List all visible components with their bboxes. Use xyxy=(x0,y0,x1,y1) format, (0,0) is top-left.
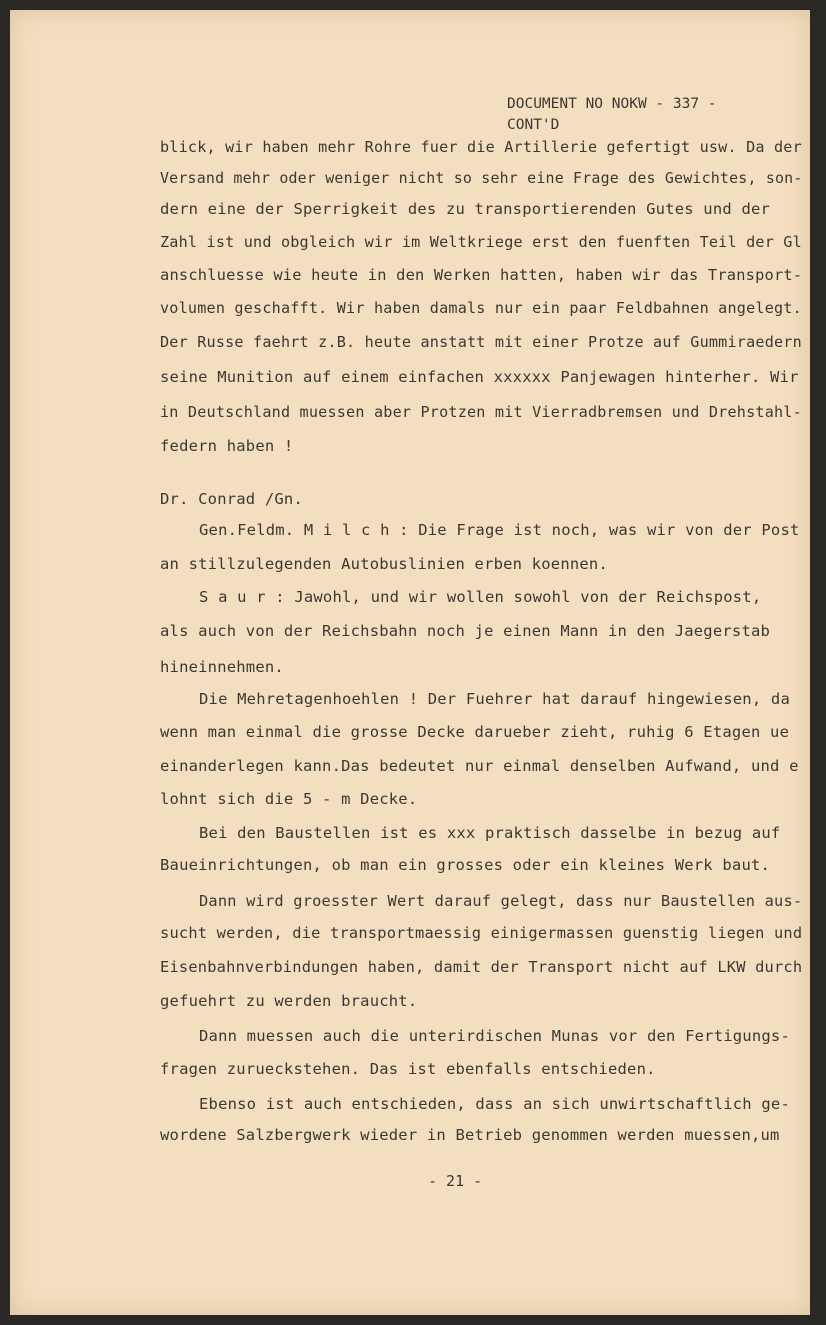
text-line: Bei den Baustellen ist es xxx praktisch dasselbe in bezug auf xyxy=(199,824,781,842)
text-line: anschluesse wie heute in den Werken hatten, haben wir das Transport- xyxy=(160,266,803,284)
document-number: DOCUMENT NO NOKW - 337 - xyxy=(507,96,717,112)
page-number: - 21 - xyxy=(428,1172,483,1190)
text-line: Der Russe faehrt z.B. heute anstatt mit einer Protze auf Gummiraedern xyxy=(160,333,802,351)
text-line: dern eine der Sperrigkeit des zu transportierenden Gutes und der xyxy=(160,200,771,218)
document-page xyxy=(10,10,810,1315)
text-line: Ebenso ist auch entschieden, dass an sich unwirtschaftlich ge- xyxy=(199,1095,790,1113)
text-line: einanderlegen kann.Das bedeutet nur einmal denselben Aufwand, und e xyxy=(160,757,799,775)
text-line: wordene Salzbergwerk wieder in Betrieb genommen werden muessen,um xyxy=(160,1126,780,1144)
text-line: fragen zurueckstehen. Das ist ebenfalls entschieden. xyxy=(160,1060,656,1078)
document-header xyxy=(507,94,717,136)
text-line: volumen geschafft. Wir haben damals nur ein paar Feldbahnen angelegt. xyxy=(160,299,802,317)
text-line: Baueinrichtungen, ob man ein grosses oder ein kleines Werk baut. xyxy=(160,856,771,874)
text-line: Dann muessen auch die unterirdischen Munas vor den Fertigungs- xyxy=(199,1027,790,1045)
text-line: S a u r : Jawohl, und wir wollen sowohl von der Reichspost, xyxy=(199,588,762,606)
text-line: Dann wird groesster Wert darauf gelegt, dass nur Baustellen aus- xyxy=(199,892,803,910)
text-line: federn haben ! xyxy=(160,437,294,455)
text-line: Gen.Feldm. M i l c h : Die Frage ist noch, was wir von der Post xyxy=(199,521,800,539)
text-line: Die Mehretagenhoehlen ! Der Fuehrer hat darauf hingewiesen, da xyxy=(199,690,790,708)
text-line: lohnt sich die 5 - m Decke. xyxy=(160,790,418,808)
text-line: als auch von der Reichsbahn noch je einen Mann in den Jaegerstab xyxy=(160,622,771,640)
text-line: an stillzulegenden Autobuslinien erben koennen. xyxy=(160,555,608,573)
text-line: Dr. Conrad /Gn. xyxy=(160,490,303,508)
text-line: gefuehrt zu werden braucht. xyxy=(160,992,418,1010)
text-line: sucht werden, die transportmaessig einigermassen guenstig liegen und xyxy=(160,924,803,942)
text-line: hineinnehmen. xyxy=(160,658,284,676)
continued-mark: CONT'D xyxy=(507,117,560,133)
text-line: Eisenbahnverbindungen haben, damit der Transport nicht auf LKW durch xyxy=(160,958,803,976)
text-line: in Deutschland muessen aber Protzen mit Vierradbremsen und Drehstahl- xyxy=(160,403,802,421)
text-line: wenn man einmal die grosse Decke darueber zieht, ruhig 6 Etagen ue xyxy=(160,723,790,741)
text-line: Versand mehr oder weniger nicht so sehr eine Frage des Gewichtes, son- xyxy=(160,169,803,187)
text-line: seine Munition auf einem einfachen xxxxxx Panjewagen hinterher. Wir xyxy=(160,368,799,386)
text-line: Zahl ist und obgleich wir im Weltkriege erst den fuenften Teil der Gl xyxy=(160,233,802,251)
text-line: blick, wir haben mehr Rohre fuer die Artillerie gefertigt usw. Da der xyxy=(160,138,802,156)
